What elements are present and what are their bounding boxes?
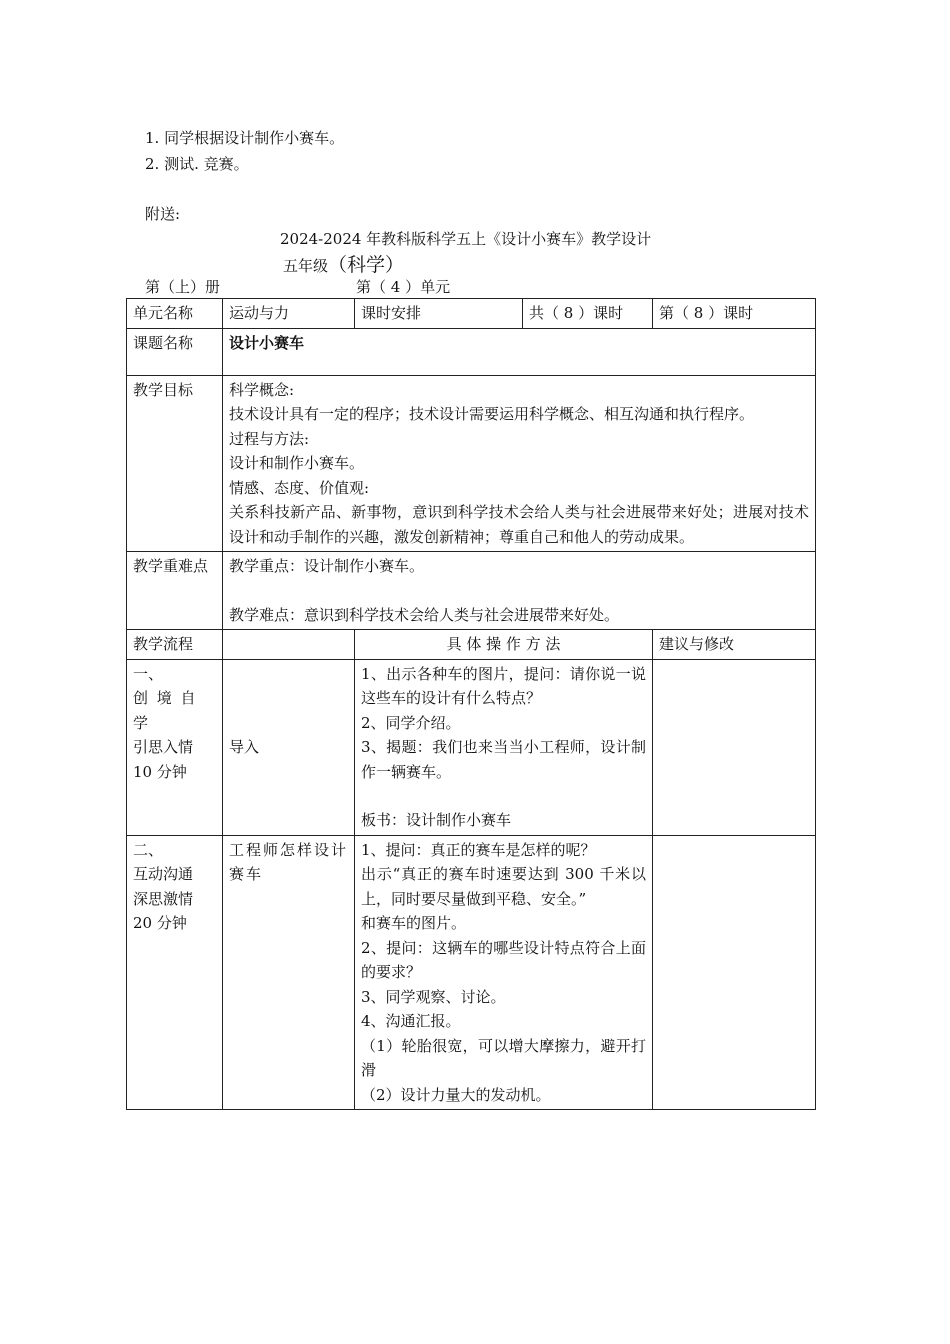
step-note xyxy=(653,659,816,835)
step-stage xyxy=(127,659,223,835)
method-line: 1、提问：真正的赛车是怎样的呢？ xyxy=(361,840,596,859)
goals-text-concept: 技术设计具有一定的程序；技术设计需要运用科学概念、相互沟通和执行程序。 xyxy=(229,405,755,423)
document-title: 2024-2024 年教科版科学五上《设计小赛车》教学设计 xyxy=(280,230,652,248)
grade-subject: （科学） xyxy=(328,254,405,276)
unit-name: 运动与力 xyxy=(223,299,355,329)
step-row xyxy=(127,835,816,1110)
method-line: 和赛车的图片。 xyxy=(361,914,467,932)
step-sub: 工程师怎样设计赛车 xyxy=(223,835,355,1110)
goals-row xyxy=(127,375,816,552)
lesson-plan-table xyxy=(126,298,816,1110)
step-stage-number: 二、 xyxy=(133,840,164,859)
step-stage-duration: 10 分钟 xyxy=(133,762,187,781)
key-point: 教学重点：设计制作小赛车。 xyxy=(229,557,425,575)
unit-row xyxy=(127,299,816,329)
method-line: 4、沟通汇报。 xyxy=(361,1012,461,1030)
topic-label: 课题名称 xyxy=(127,328,223,375)
method-line: （2）设计力量大的发动机。 xyxy=(361,1085,551,1104)
method-line: 1、出示各种车的图片，提问：请你说一说这些车的设计有什么特点？ xyxy=(361,664,647,707)
step-stage xyxy=(127,835,223,1110)
schedule-label: 课时安排 xyxy=(355,299,523,329)
method-line: 2、提问：这辆车的哪些设计特点符合上面的要求？ xyxy=(361,938,647,981)
goals-text-process: 设计和制作小赛车。 xyxy=(229,454,365,472)
flow-header-sub xyxy=(223,630,355,660)
unit-label: 第（ 4 ）单元 xyxy=(356,278,451,296)
method-line: 板书：设计制作小赛车 xyxy=(361,811,512,829)
step-method xyxy=(355,659,653,835)
intro-line-2: 2. 测试. 竞赛。 xyxy=(145,155,249,173)
grade-line xyxy=(283,250,404,277)
goals-heading-process: 过程与方法: xyxy=(229,429,310,448)
method-line: 3、同学观察、讨论。 xyxy=(361,987,506,1006)
step-stage-subtitle: 深思激情 xyxy=(133,889,194,908)
difficult-point: 教学难点：意识到科学技术会给人类与社会进展带来好处。 xyxy=(229,605,620,624)
flow-header-method: 具 体 操 作 方 法 xyxy=(355,630,653,660)
goals-text-attitude: 关系科技新产品、新事物，意识到科学技术会给人类与社会进展带来好处；进展对技术设计和动手制作的兴趣，激发创新精神；尊重自己和他人的劳动成果。 xyxy=(229,503,810,546)
method-line xyxy=(361,784,646,808)
flow-header-notes: 建议与修改 xyxy=(653,630,816,660)
step-note xyxy=(653,835,816,1110)
method-line: （1）轮胎很宽，可以增大摩擦力，避开打滑 xyxy=(361,1036,647,1079)
appendix-label: 附送: xyxy=(145,205,181,223)
intro-line-1: 1. 同学根据设计制作小赛车。 xyxy=(145,129,345,147)
step-stage-subtitle: 引思入情 xyxy=(133,738,194,756)
volume-label: 第（上）册 xyxy=(145,278,221,296)
step-stage-number: 一、 xyxy=(133,664,164,683)
keypoints-content xyxy=(223,552,816,630)
step-stage-title: 互动沟通 xyxy=(133,865,194,883)
goals-heading-concept: 科学概念: xyxy=(229,380,295,399)
goals-label: 教学目标 xyxy=(127,375,223,552)
flow-header-row xyxy=(127,630,816,660)
topic-title: 设计小赛车 xyxy=(223,328,816,375)
grade-prefix: 五年级 xyxy=(283,257,329,275)
step-method xyxy=(355,835,653,1110)
step-stage-duration: 20 分钟 xyxy=(133,914,187,932)
goals-content xyxy=(223,375,816,552)
current-period: 第（ 8 ）课时 xyxy=(653,299,816,329)
method-line: 出示“真正的赛车时速要达到 300 千米以上，同时要尽量做到平稳、安全。” xyxy=(361,865,647,908)
step-stage-title: 创 境 自 学 xyxy=(133,689,198,732)
step-sub: 导入 xyxy=(223,659,355,835)
goals-heading-attitude: 情感、态度、价值观: xyxy=(229,478,370,497)
method-line: 3、揭题：我们也来当当小工程师，设计制作一辆赛车。 xyxy=(361,738,647,781)
keypoints-row xyxy=(127,552,816,630)
method-line: 2、同学介绍。 xyxy=(361,713,461,732)
topic-row xyxy=(127,328,816,375)
keypoints-label: 教学重难点 xyxy=(127,552,223,630)
flow-header-stage: 教学流程 xyxy=(127,630,223,660)
step-row xyxy=(127,659,816,835)
unit-name-label: 单元名称 xyxy=(127,299,223,329)
spacer xyxy=(229,579,809,603)
total-periods: 共（ 8 ）课时 xyxy=(523,299,653,329)
